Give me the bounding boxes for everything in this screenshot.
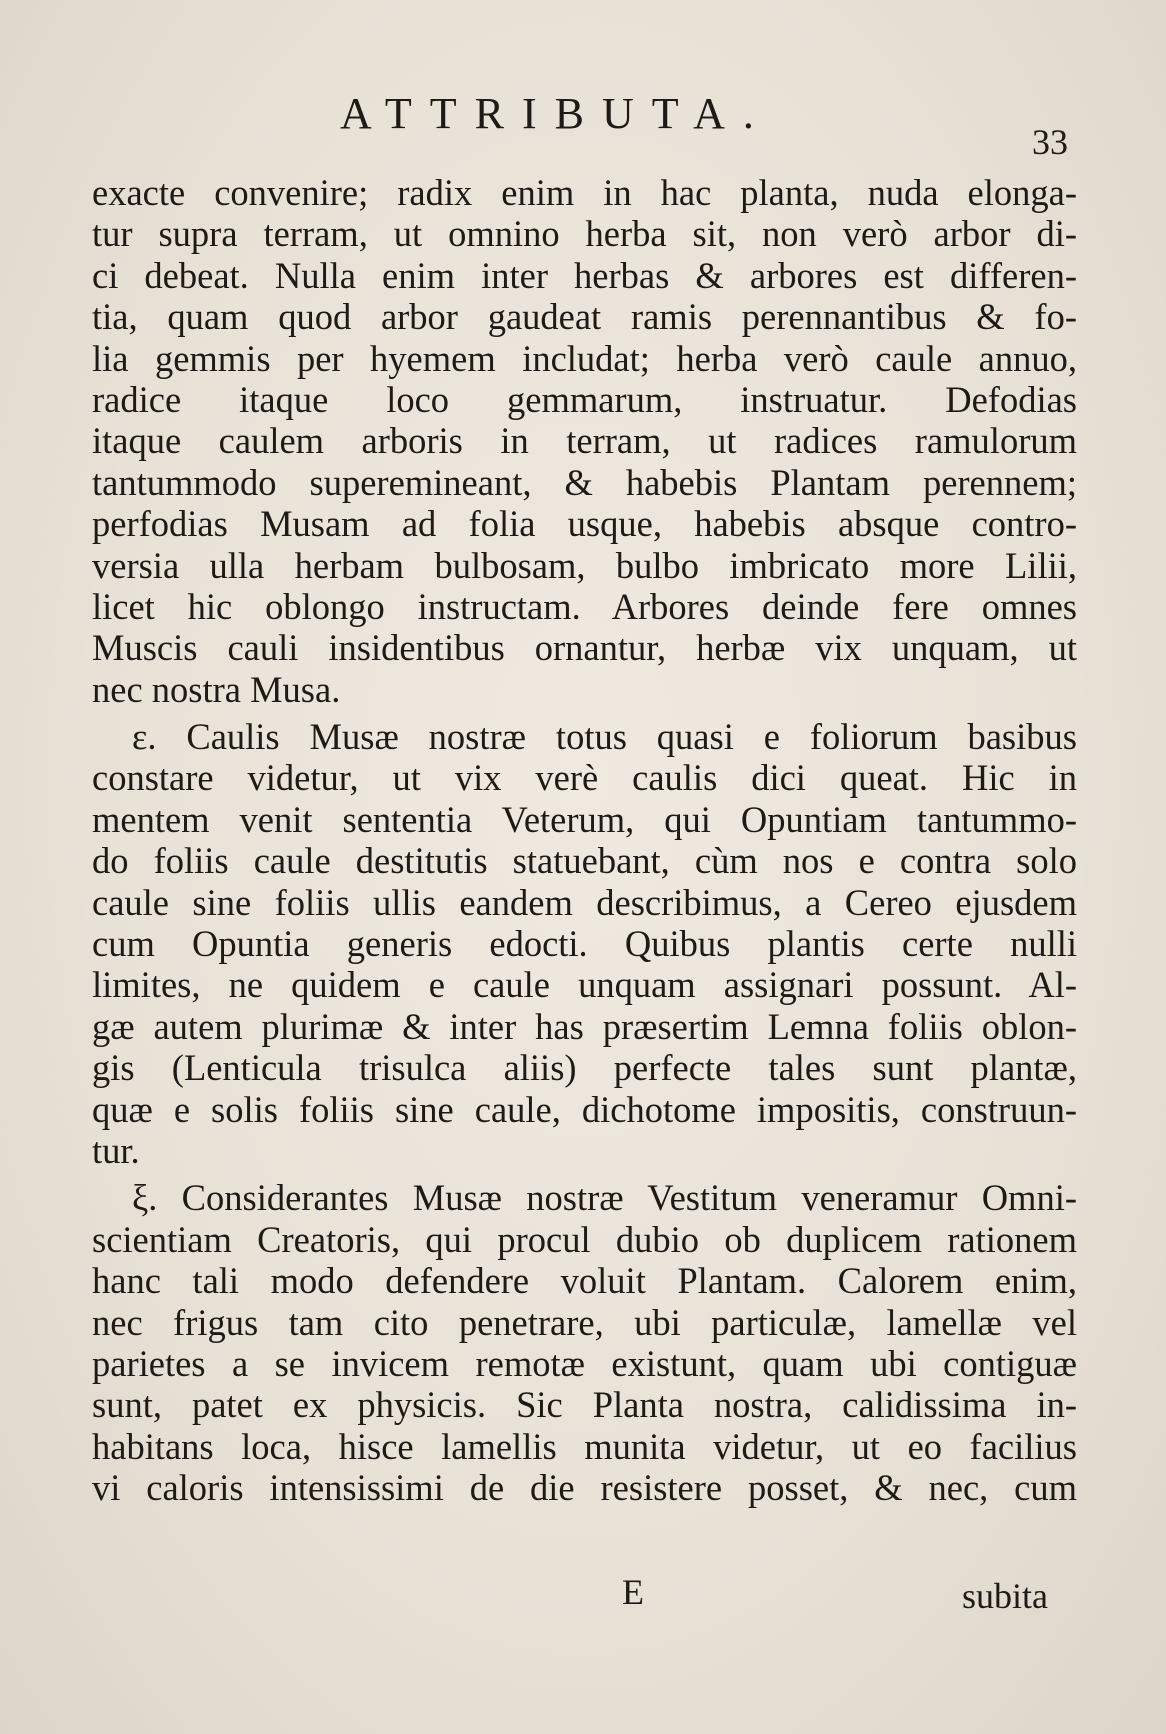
- text-line: cum Opuntia generis edocti. Quibus plantis certe nulli: [92, 923, 1077, 965]
- text-line: do foliis caule destitutis statuebant, cùm nos e contra solo: [92, 840, 1077, 882]
- paragraph-start-line: ε. Caulis Musæ nostræ totus quasi e foliorum basibus: [132, 716, 1077, 758]
- text-line: perfodias Musam ad folia usque, habebis absque contro-: [92, 503, 1077, 545]
- text-line: tur supra terram, ut omnino herba sit, non verò arbor di-: [92, 213, 1077, 255]
- text-line: licet hic oblongo instructam. Arbores deinde fere omnes: [92, 585, 1077, 627]
- running-head: ATTRIBUTA.: [340, 89, 772, 138]
- text-line: gis (Lenticula trisulca aliis) perfecte tales sunt plantæ,: [92, 1047, 1077, 1089]
- text-line: quæ e solis foliis sine caule, dichotome impositis, construun-: [92, 1088, 1077, 1130]
- text-line: nec nostra Musa.: [92, 668, 341, 710]
- text-line: nec frigus tam cito penetrare, ubi particulæ, lamellæ vel: [92, 1301, 1077, 1343]
- text-line: gæ autem plurimæ & inter has præsertim Lemna foliis oblon-: [92, 1005, 1077, 1047]
- text-line: tur.: [92, 1129, 140, 1171]
- text-line: exacte convenire; radix enim in hac planta, nuda elonga-: [92, 172, 1077, 213]
- paragraph-start-line: ξ. Considerantes Musæ nostræ Vestitum veneramur Omni-: [132, 1177, 1077, 1219]
- text-line: ci debeat. Nulla enim inter herbas & arbores est differen-: [92, 254, 1077, 296]
- page-header: [0, 82, 1166, 162]
- text-line: tantummodo superemineant, & habebis Plantam perennem;: [92, 461, 1077, 503]
- text-line: caule sine foliis ullis eandem describimus, a Cereo ejusdem: [92, 881, 1077, 923]
- text-line: Muscis cauli insidentibus ornantur, herbæ vix unquam, ut: [92, 627, 1077, 669]
- text-line: radice itaque loco gemmarum, instruatur. Defodias: [92, 378, 1077, 420]
- text-line: constare videtur, ut vix verè caulis dici queat. Hic in: [92, 757, 1077, 799]
- text-line: itaque caulem arboris in terram, ut radices ramulorum: [92, 420, 1077, 462]
- text-line: limites, ne quidem e caule unquam assignari possunt. Al-: [92, 964, 1077, 1006]
- text-line: parietes a se invicem remotæ existunt, quam ubi contiguæ: [92, 1342, 1077, 1384]
- text-line: tia, quam quod arbor gaudeat ramis perennantibus & fo-: [92, 296, 1077, 338]
- page-number: 33: [1032, 122, 1068, 162]
- text-line: mentem venit sententia Veterum, qui Opuntiam tantummo-: [92, 798, 1077, 840]
- text-line: habitans loca, hisce lamellis munita videtur, ut eo facilius: [92, 1425, 1077, 1467]
- text-line: sunt, patet ex physicis. Sic Planta nostra, calidissima in-: [92, 1384, 1077, 1426]
- signature-mark: E: [622, 1572, 644, 1612]
- page-footer: [0, 1574, 1166, 1624]
- text-line: lia gemmis per hyemem includat; herba verò caule annuo,: [92, 337, 1077, 379]
- text-line: versia ulla herbam bulbosam, bulbo imbricato more Lilii,: [92, 544, 1077, 586]
- body-text: [92, 172, 1077, 1602]
- text-line: vi caloris intensissimi de die resistere posset, & nec, cum: [92, 1467, 1077, 1509]
- text-line: hanc tali modo defendere voluit Plantam. Calorem enim,: [92, 1260, 1077, 1302]
- catchword: subita: [962, 1576, 1048, 1616]
- text-line: scientiam Creatoris, qui procul dubio ob duplicem rationem: [92, 1218, 1077, 1260]
